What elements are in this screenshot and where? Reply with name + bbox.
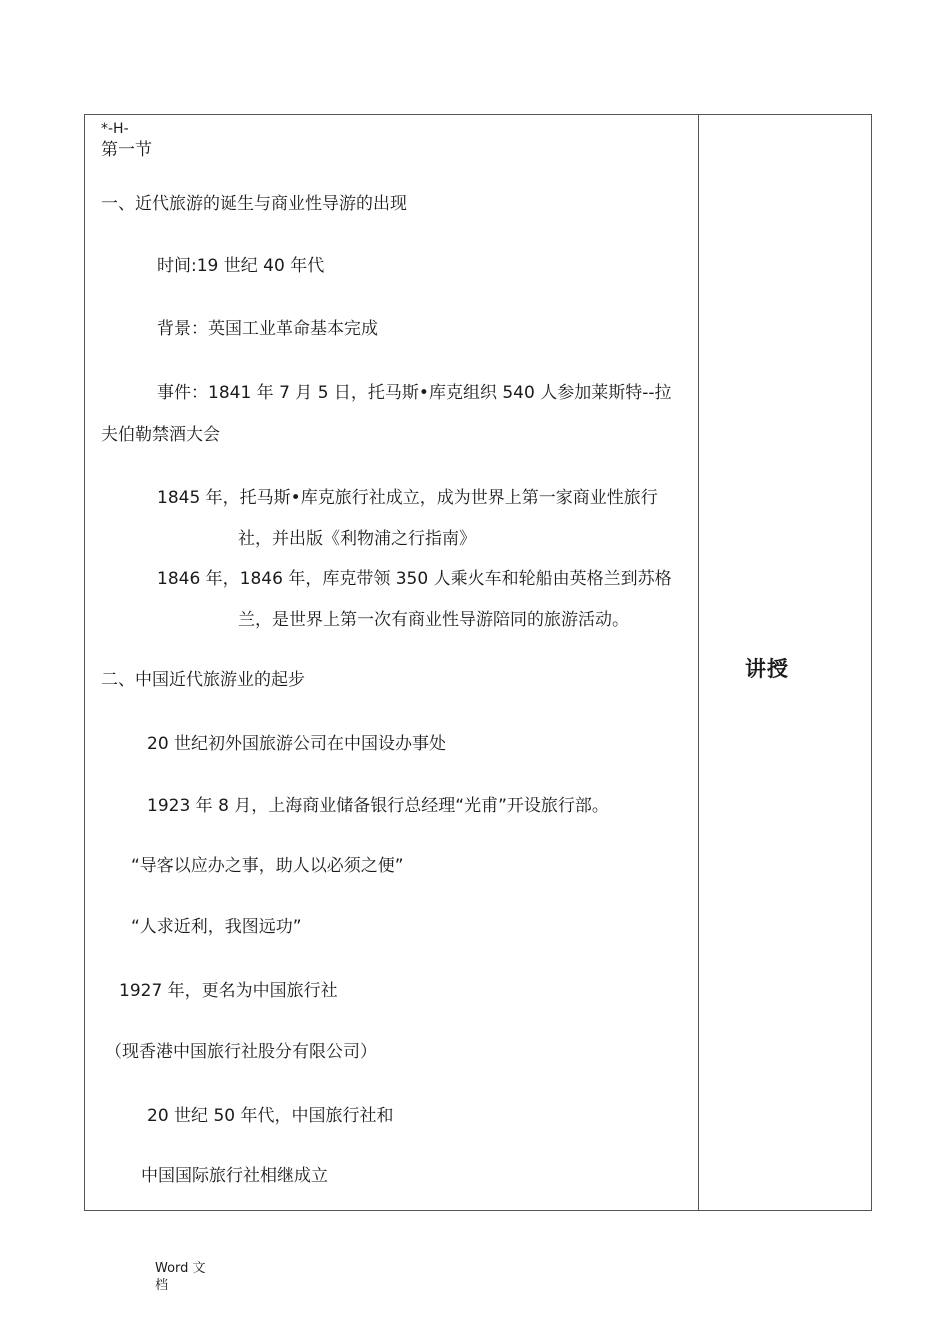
part2-early20c: 20 世纪初外国旅游公司在中国设办事处 — [147, 734, 447, 754]
page-footer — [155, 1260, 206, 1294]
part1-time: 时间:19 世纪 40 年代 — [157, 256, 325, 276]
part2-heading: 二、中国近代旅游业的起步 — [101, 670, 305, 690]
part1-heading: 一、近代旅游的诞生与商业性导游的出现 — [101, 194, 407, 214]
column-divider — [698, 115, 699, 1210]
part1-1846-line1: 1846 年，1846 年，库克带领 350 人乘火车和轮船由英格兰到苏格 — [157, 569, 672, 589]
part2-quote2: “人求近利，我图远功” — [131, 917, 302, 937]
header-mark: *-H- — [101, 121, 129, 137]
section-title: 第一节 — [101, 140, 152, 160]
part2-1950s-line1: 20 世纪 50 年代，中国旅行社和 — [147, 1106, 394, 1126]
part2-1927: 1927 年，更名为中国旅行社 — [119, 981, 338, 1001]
lesson-table — [84, 114, 872, 1211]
part2-1923: 1923 年 8 月，上海商业储备银行总经理“光甫”开设旅行部。 — [147, 796, 609, 816]
part1-event-line2: 夫伯勒禁酒大会 — [101, 425, 220, 445]
part1-1845-line2: 社，并出版《利物浦之行指南》 — [238, 529, 476, 549]
part1-1846-line2: 兰，是世界上第一次有商业性导游陪同的旅游活动。 — [238, 610, 629, 630]
footer-line2: 档 — [155, 1278, 169, 1293]
part1-1845-line1: 1845 年，托马斯•库克旅行社成立，成为世界上第一家商业性旅行 — [157, 488, 658, 508]
part1-background: 背景：英国工业革命基本完成 — [157, 319, 378, 339]
footer-line1: Word 文 — [155, 1261, 206, 1276]
teaching-method-label: 讲授 — [745, 657, 789, 681]
part1-event-line1: 事件：1841 年 7 月 5 日，托马斯•库克组织 540 人参加莱斯特--拉 — [157, 383, 672, 403]
part2-note: （现香港中国旅行社股分有限公司） — [105, 1042, 377, 1062]
part2-1950s-line2: 中国国际旅行社相继成立 — [141, 1166, 328, 1186]
part2-quote1: “导客以应办之事，助人以必须之便” — [131, 856, 404, 876]
